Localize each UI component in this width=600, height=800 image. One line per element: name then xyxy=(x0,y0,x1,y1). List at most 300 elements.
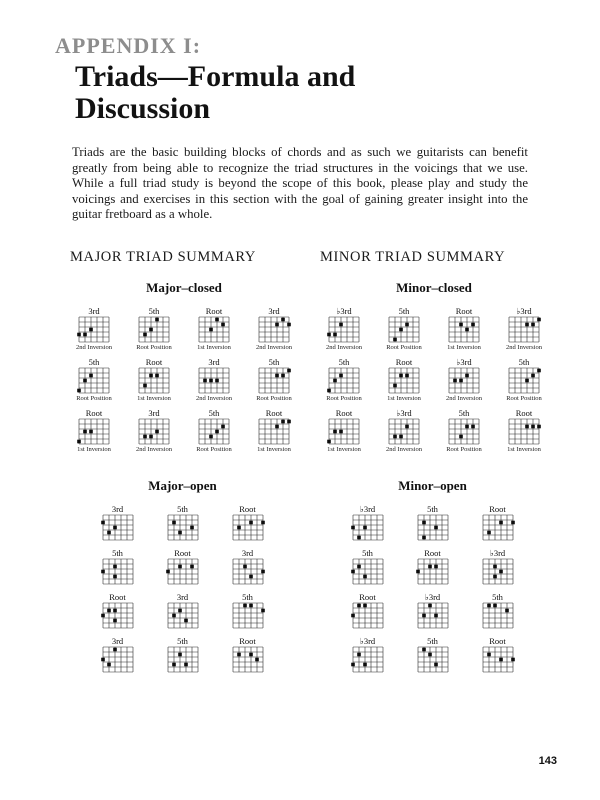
fretboard-grid-icon xyxy=(329,317,359,342)
finger-dot xyxy=(434,614,438,618)
finger-dot xyxy=(493,575,497,579)
finger-dot xyxy=(465,425,469,429)
chord-tone-label: Root xyxy=(239,635,256,646)
finger-dot xyxy=(83,379,87,383)
finger-dot xyxy=(172,663,176,667)
finger-dot xyxy=(499,521,503,525)
finger-dot xyxy=(405,425,409,429)
fretboard-grid-icon xyxy=(168,515,198,540)
chord-diagram xyxy=(374,408,434,454)
finger-dot xyxy=(428,565,432,569)
finger-dot xyxy=(143,333,147,337)
fretboard-grid-icon xyxy=(389,368,419,393)
finger-dot xyxy=(428,653,432,657)
appendix-label: APPENDIX I: xyxy=(55,33,202,58)
chord-diagram xyxy=(150,548,215,584)
chord-tone-label: 5th xyxy=(112,547,123,558)
finger-dot xyxy=(101,570,105,574)
finger-dot xyxy=(209,328,213,332)
chord-diagram xyxy=(85,504,150,540)
fretboard-grid-icon xyxy=(509,317,539,342)
finger-dot xyxy=(149,374,153,378)
chord-tone-label: Root xyxy=(335,407,353,418)
chord-diagram xyxy=(150,592,215,628)
inversion-caption: 2nd Inversion xyxy=(446,394,482,402)
inversion-caption: 1st Inversion xyxy=(77,445,111,453)
fretboard-grid-icon xyxy=(79,368,109,393)
chord-diagram xyxy=(215,592,280,628)
finger-dot xyxy=(465,328,469,332)
section-heading: Major–closed xyxy=(146,279,222,295)
finger-dot xyxy=(89,374,93,378)
finger-dot xyxy=(190,526,194,530)
chord-tone-label: 5th xyxy=(148,305,160,316)
fretboard-grid-icon xyxy=(168,603,198,628)
inversion-caption: Root Position xyxy=(256,394,292,402)
finger-dot xyxy=(399,435,403,439)
finger-dot xyxy=(351,526,355,530)
chord-diagram xyxy=(400,504,465,540)
finger-dot xyxy=(178,609,182,613)
finger-dot xyxy=(459,323,463,327)
finger-dot xyxy=(465,374,469,378)
major-open-section xyxy=(58,478,308,672)
chord-diagram xyxy=(494,306,554,352)
chord-tone-label: ♭3rd xyxy=(424,591,441,602)
fretboard-grid-icon xyxy=(483,515,513,540)
finger-dot xyxy=(525,323,529,327)
fretboard-grid-icon xyxy=(449,317,479,342)
chord-tone-label: 3rd xyxy=(111,503,124,514)
finger-dot xyxy=(107,663,111,667)
chord-tone-label: ♭3rd xyxy=(396,407,412,418)
fretboard-grid-icon xyxy=(389,419,419,444)
triad-column-major xyxy=(58,249,308,672)
chord-tone-label: 5th xyxy=(362,547,373,558)
fretboard-grid-icon xyxy=(139,317,169,342)
chord-diagram xyxy=(374,357,434,403)
finger-dot xyxy=(471,425,475,429)
page-number: 143 xyxy=(538,755,557,767)
finger-dot xyxy=(275,323,279,327)
finger-dot xyxy=(107,531,111,535)
chord-diagram xyxy=(244,306,304,352)
chord-diagram xyxy=(335,504,400,540)
major-closed-section xyxy=(58,280,308,454)
inversion-caption: Root Position xyxy=(506,394,542,402)
finger-dot xyxy=(434,526,438,530)
chord-tone-label: 5th xyxy=(88,356,100,367)
finger-dot xyxy=(215,430,219,434)
finger-dot xyxy=(77,389,81,393)
chord-diagram xyxy=(335,548,400,584)
chord-diagram xyxy=(314,306,374,352)
chord-tone-label: ♭3rd xyxy=(489,547,506,558)
finger-dot xyxy=(113,526,117,530)
finger-dot xyxy=(351,570,355,574)
finger-dot xyxy=(77,440,81,444)
finger-dot xyxy=(363,526,367,530)
finger-dot xyxy=(333,333,337,337)
fretboard-grid-icon xyxy=(389,317,419,342)
diagram-grid xyxy=(64,306,308,454)
page-title: Triads—Formula and Discussion xyxy=(75,60,356,125)
inversion-caption: 2nd Inversion xyxy=(76,343,112,351)
finger-dot xyxy=(101,521,105,525)
finger-dot xyxy=(428,604,432,608)
chord-tone-label: Root xyxy=(395,356,413,367)
chord-tone-label: 5th xyxy=(492,591,503,602)
fretboard-grid-icon xyxy=(103,603,133,628)
chord-diagram xyxy=(184,357,244,403)
intro-paragraph: Triads are the basic building blocks of chords and as such we guitarists can benefit greatly from being able to recognize the triad structures in the voicings that we use. While a full triad study is beyond the scope of this book, please play and study the voicings and exercises in this section with the goal of gaining greater insight into the guitar fretboard as a whole. xyxy=(72,145,528,222)
finger-dot xyxy=(143,384,147,388)
finger-dot xyxy=(149,435,153,439)
fretboard-grid-icon xyxy=(259,419,289,444)
chord-diagram xyxy=(465,504,530,540)
finger-dot xyxy=(101,614,105,618)
chord-tone-label: 5th xyxy=(177,635,188,646)
finger-dot xyxy=(531,425,535,429)
chord-diagram xyxy=(244,357,304,403)
chord-tone-label: Root xyxy=(424,547,441,558)
finger-dot xyxy=(166,570,170,574)
chord-diagram xyxy=(465,548,530,584)
fretboard-grid-icon xyxy=(418,603,448,628)
finger-dot xyxy=(537,425,541,429)
chord-diagram xyxy=(215,636,280,672)
finger-dot xyxy=(172,614,176,618)
finger-dot xyxy=(405,374,409,378)
finger-dot xyxy=(453,379,457,383)
chord-diagram xyxy=(400,548,465,584)
finger-dot xyxy=(511,658,515,662)
chord-diagram xyxy=(215,504,280,540)
minor-summary-heading: MINOR TRIAD SUMMARY xyxy=(320,248,506,265)
finger-dot xyxy=(113,565,117,569)
triad-column-minor xyxy=(308,249,558,672)
chord-tone-label: 3rd xyxy=(148,407,160,418)
chord-diagram xyxy=(494,408,554,454)
inversion-caption: 1st Inversion xyxy=(197,343,231,351)
finger-dot xyxy=(422,536,426,540)
chord-diagram xyxy=(124,306,184,352)
finger-dot xyxy=(178,565,182,569)
finger-dot xyxy=(511,521,515,525)
chord-diagram xyxy=(314,357,374,403)
chord-tone-label: Root xyxy=(489,503,506,514)
finger-dot xyxy=(459,435,463,439)
chord-tone-label: 3rd xyxy=(241,547,254,558)
section-heading: Major–open xyxy=(148,477,217,493)
finger-dot xyxy=(287,323,291,327)
finger-dot xyxy=(155,374,159,378)
inversion-caption: Root Position xyxy=(136,343,172,351)
chord-diagram xyxy=(184,306,244,352)
chord-tone-label: 3rd xyxy=(176,591,189,602)
finger-dot xyxy=(393,435,397,439)
chord-tone-label: 5th xyxy=(208,407,220,418)
chord-diagram xyxy=(314,408,374,454)
fretboard-grid-icon xyxy=(509,419,539,444)
chord-tone-label: 3rd xyxy=(88,305,100,316)
fretboard-grid-icon xyxy=(233,559,263,584)
fretboard-grid-icon xyxy=(418,647,448,672)
fretboard-grid-icon xyxy=(199,317,229,342)
inversion-caption: 1st Inversion xyxy=(137,394,171,402)
fretboard-grid-icon xyxy=(168,647,198,672)
fretboard-grid-icon xyxy=(103,515,133,540)
finger-dot xyxy=(113,619,117,623)
finger-dot xyxy=(261,570,265,574)
chord-tone-label: ♭3rd xyxy=(359,635,376,646)
chord-tone-label: ♭3rd xyxy=(359,503,376,514)
chord-tone-label: 5th xyxy=(427,503,438,514)
finger-dot xyxy=(327,333,331,337)
chord-tone-label: 3rd xyxy=(268,305,280,316)
finger-dot xyxy=(275,374,279,378)
finger-dot xyxy=(275,425,279,429)
chord-tone-label: Root xyxy=(145,356,163,367)
inversion-caption: 2nd Inversion xyxy=(196,394,232,402)
fretboard-grid-icon xyxy=(329,419,359,444)
finger-dot xyxy=(422,521,426,525)
finger-dot xyxy=(249,604,253,608)
finger-dot xyxy=(190,565,194,569)
finger-dot xyxy=(178,653,182,657)
chord-diagram xyxy=(85,548,150,584)
chord-tone-label: Root xyxy=(489,635,506,646)
inversion-caption: 2nd Inversion xyxy=(326,343,362,351)
finger-dot xyxy=(209,379,213,383)
fretboard-grid-icon xyxy=(483,647,513,672)
chord-diagram xyxy=(335,636,400,672)
chord-diagram xyxy=(64,357,124,403)
finger-dot xyxy=(434,663,438,667)
chord-diagram xyxy=(64,306,124,352)
chord-diagram xyxy=(434,357,494,403)
inversion-caption: 2nd Inversion xyxy=(386,445,422,453)
fretboard-grid-icon xyxy=(353,515,383,540)
inversion-caption: 1st Inversion xyxy=(447,343,481,351)
finger-dot xyxy=(249,653,253,657)
fretboard-grid-icon xyxy=(353,559,383,584)
finger-dot xyxy=(281,374,285,378)
finger-dot xyxy=(113,648,117,652)
finger-dot xyxy=(107,609,111,613)
finger-dot xyxy=(172,521,176,525)
finger-dot xyxy=(287,420,291,424)
chord-diagram xyxy=(494,357,554,403)
finger-dot xyxy=(249,521,253,525)
finger-dot xyxy=(363,663,367,667)
finger-dot xyxy=(537,318,541,322)
finger-dot xyxy=(215,318,219,322)
finger-dot xyxy=(531,374,535,378)
chord-tone-label: 5th xyxy=(338,356,350,367)
finger-dot xyxy=(351,663,355,667)
fretboard-grid-icon xyxy=(233,647,263,672)
chord-tone-label: 5th xyxy=(398,305,410,316)
fretboard-grid-icon xyxy=(139,368,169,393)
finger-dot xyxy=(221,323,225,327)
chord-tone-label: Root xyxy=(109,591,126,602)
minor-open-section xyxy=(308,478,558,672)
chord-tone-label: 5th xyxy=(518,356,530,367)
fretboard-grid-icon xyxy=(233,515,263,540)
finger-dot xyxy=(422,614,426,618)
chord-tone-label: Root xyxy=(455,305,473,316)
fretboard-grid-icon xyxy=(259,368,289,393)
finger-dot xyxy=(89,430,93,434)
finger-dot xyxy=(89,328,93,332)
chord-tone-label: Root xyxy=(359,591,376,602)
finger-dot xyxy=(333,430,337,434)
chord-diagram xyxy=(244,408,304,454)
finger-dot xyxy=(77,333,81,337)
chord-tone-label: 5th xyxy=(427,635,438,646)
finger-dot xyxy=(287,369,291,373)
finger-dot xyxy=(525,425,529,429)
finger-dot xyxy=(255,658,259,662)
finger-dot xyxy=(357,536,361,540)
finger-dot xyxy=(537,369,541,373)
finger-dot xyxy=(327,389,331,393)
fretboard-grid-icon xyxy=(103,559,133,584)
finger-dot xyxy=(113,575,117,579)
finger-dot xyxy=(351,614,355,618)
finger-dot xyxy=(531,323,535,327)
finger-dot xyxy=(399,328,403,332)
finger-dot xyxy=(243,565,247,569)
finger-dot xyxy=(83,430,87,434)
fretboard-grid-icon xyxy=(103,647,133,672)
chord-tone-label: ♭3rd xyxy=(456,356,472,367)
chord-diagram xyxy=(124,357,184,403)
fretboard-grid-icon xyxy=(449,368,479,393)
fretboard-grid-icon xyxy=(483,603,513,628)
finger-dot xyxy=(525,379,529,383)
chord-tone-label: 5th xyxy=(242,591,253,602)
finger-dot xyxy=(178,531,182,535)
section-heading: Minor–open xyxy=(398,477,467,493)
finger-dot xyxy=(83,333,87,337)
chord-diagram xyxy=(150,504,215,540)
chord-tone-label: 3rd xyxy=(208,356,220,367)
fretboard-grid-icon xyxy=(449,419,479,444)
chord-diagram xyxy=(400,636,465,672)
finger-dot xyxy=(393,384,397,388)
finger-dot xyxy=(487,653,491,657)
chord-diagram xyxy=(465,592,530,628)
diagram-grid xyxy=(314,306,558,454)
inversion-caption: Root Position xyxy=(446,445,482,453)
finger-dot xyxy=(327,440,331,444)
chord-tone-label: Root xyxy=(239,503,256,514)
chord-diagram xyxy=(465,636,530,672)
finger-dot xyxy=(155,430,159,434)
finger-dot xyxy=(339,430,343,434)
finger-dot xyxy=(399,374,403,378)
chord-tone-label: ♭3rd xyxy=(336,305,352,316)
finger-dot xyxy=(471,323,475,327)
fretboard-grid-icon xyxy=(353,603,383,628)
finger-dot xyxy=(261,609,265,613)
finger-dot xyxy=(487,604,491,608)
fretboard-grid-icon xyxy=(168,559,198,584)
fretboard-grid-icon xyxy=(329,368,359,393)
finger-dot xyxy=(184,619,188,623)
diagram-grid xyxy=(335,504,558,672)
finger-dot xyxy=(333,379,337,383)
fretboard-grid-icon xyxy=(259,317,289,342)
inversion-caption: Root Position xyxy=(76,394,112,402)
finger-dot xyxy=(487,531,491,535)
finger-dot xyxy=(363,575,367,579)
chord-tone-label: 5th xyxy=(268,356,280,367)
chord-tone-label: Root xyxy=(205,305,223,316)
chord-tone-label: 3rd xyxy=(111,635,124,646)
finger-dot xyxy=(209,435,213,439)
inversion-caption: 2nd Inversion xyxy=(506,343,542,351)
finger-dot xyxy=(434,565,438,569)
fretboard-grid-icon xyxy=(79,419,109,444)
fretboard-grid-icon xyxy=(418,515,448,540)
chord-diagram xyxy=(215,548,280,584)
finger-dot xyxy=(143,435,147,439)
finger-dot xyxy=(221,425,225,429)
fretboard-grid-icon xyxy=(353,647,383,672)
inversion-caption: Root Position xyxy=(196,445,232,453)
inversion-caption: 1st Inversion xyxy=(507,445,541,453)
fretboard-grid-icon xyxy=(139,419,169,444)
chord-diagram xyxy=(335,592,400,628)
finger-dot xyxy=(243,604,247,608)
chord-diagram xyxy=(374,306,434,352)
chord-tone-label: 5th xyxy=(458,407,470,418)
fretboard-grid-icon xyxy=(418,559,448,584)
chord-tone-label: Root xyxy=(265,407,283,418)
triad-columns xyxy=(0,249,600,672)
chord-tone-label: 5th xyxy=(177,503,188,514)
chord-diagram xyxy=(85,592,150,628)
inversion-caption: Root Position xyxy=(326,394,362,402)
chord-diagram xyxy=(400,592,465,628)
chord-diagram xyxy=(434,306,494,352)
finger-dot xyxy=(339,374,343,378)
chord-diagram xyxy=(150,636,215,672)
finger-dot xyxy=(357,565,361,569)
finger-dot xyxy=(393,338,397,342)
finger-dot xyxy=(281,318,285,322)
chord-diagram xyxy=(124,408,184,454)
finger-dot xyxy=(261,521,265,525)
chord-diagram xyxy=(85,636,150,672)
fretboard-grid-icon xyxy=(199,368,229,393)
finger-dot xyxy=(357,653,361,657)
inversion-caption: 1st Inversion xyxy=(387,394,421,402)
page-header xyxy=(0,0,600,125)
major-summary-heading: MAJOR TRIAD SUMMARY xyxy=(70,248,256,265)
finger-dot xyxy=(357,604,361,608)
section-heading: Minor–closed xyxy=(396,279,472,295)
finger-dot xyxy=(505,609,509,613)
finger-dot xyxy=(203,379,207,383)
finger-dot xyxy=(149,328,153,332)
finger-dot xyxy=(363,604,367,608)
inversion-caption: 1st Inversion xyxy=(257,445,291,453)
finger-dot xyxy=(101,658,105,662)
